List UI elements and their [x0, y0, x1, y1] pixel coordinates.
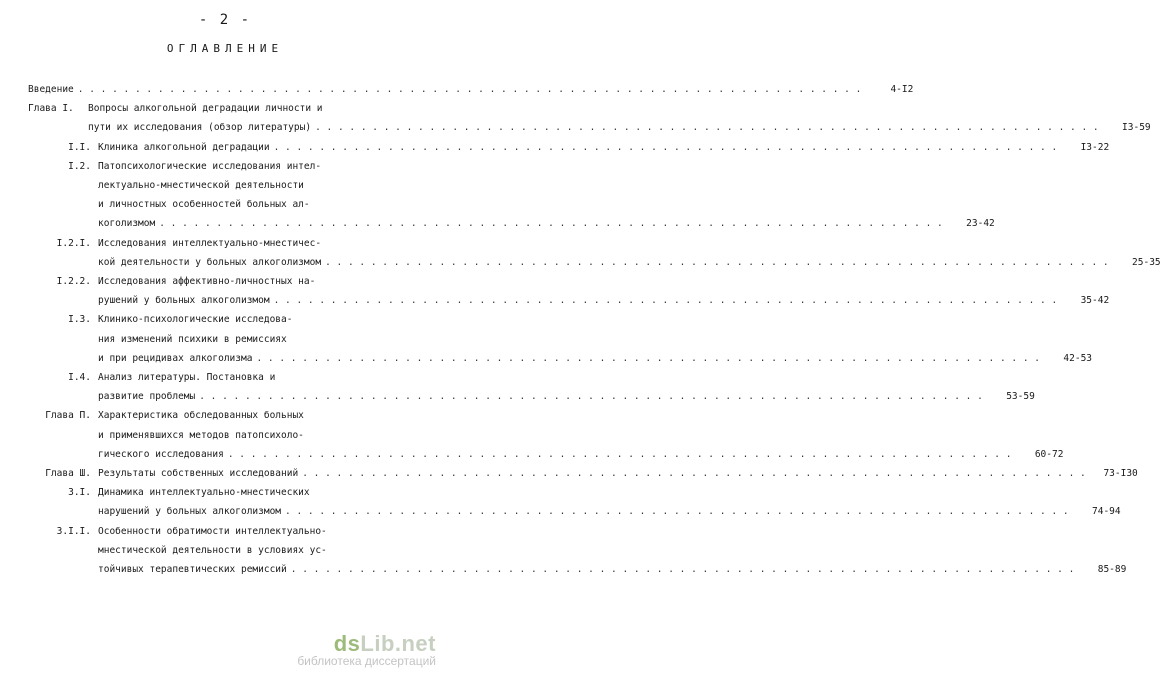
toc-entry-continuation [28, 118, 1151, 137]
toc-entry-continuation [28, 291, 1110, 310]
toc-entry-3-1-1 [28, 522, 428, 541]
leader-dots [270, 138, 1062, 157]
toc-entry-title: мнестической деятельности в условиях ус- [98, 544, 327, 556]
toc-entry-page: 74-94 [1092, 506, 1121, 518]
toc-entry-title: гического исследования [98, 448, 224, 460]
toc-entry-title: Характеристика обследованных больных [98, 410, 304, 422]
toc-entry-page: 53-59 [1006, 391, 1035, 403]
toc-entry-number: I.3. [68, 314, 91, 326]
toc-entry-title: развитие проблемы [98, 391, 196, 403]
toc-entry-continuation [28, 426, 428, 445]
toc-entry-chapter-3 [28, 464, 1138, 483]
leader-dots [195, 387, 987, 406]
toc-entry-title: Патопсихологические исследования интел- [98, 160, 322, 172]
toc-entry-chapter-2 [28, 406, 428, 425]
toc-entry-page: I3-22 [1080, 141, 1110, 153]
toc-entry-title: и личностных особенностей больных ал- [98, 199, 310, 211]
toc-entry-title: Динамика интеллектуально-мнестических [98, 487, 310, 499]
leader-dots [298, 464, 1090, 483]
toc-entry-title: Результаты собственных исследований [98, 468, 299, 480]
dslib-watermark [297, 631, 436, 668]
toc-entry-title: пути их исследования (обзор литературы) [88, 122, 312, 134]
table-of-contents [28, 80, 1161, 579]
leader-dots [74, 80, 866, 99]
toc-entry-title: Исследования интеллектуально-мнестичес- [98, 237, 322, 249]
toc-entry-page: 42-53 [1063, 352, 1093, 364]
leader-dots [224, 445, 1016, 464]
toc-entry-intro [28, 80, 914, 99]
toc-entry-number: Глава Ш. [45, 468, 91, 480]
toc-heading: ОГЛАВЛЕНИЕ [166, 42, 284, 55]
toc-entry-number: I.2.I. [56, 237, 91, 249]
toc-entry-title: Введение [28, 84, 74, 95]
leader-dots [155, 214, 947, 233]
dslib-subtitle: библиотека диссертаций [297, 654, 436, 668]
toc-entry-number: I.4. [68, 372, 91, 384]
page-number: - 2 - [198, 12, 252, 28]
toc-entry-number: 3.I. [68, 487, 91, 499]
toc-entry-title: Анализ литературы. Постановка и [98, 372, 276, 384]
toc-entry-page: 73-I30 [1103, 468, 1138, 480]
toc-entry-title: Исследования аффективно-личностных на- [98, 276, 316, 288]
toc-entry-continuation [28, 214, 995, 233]
leader-dots [281, 502, 1073, 521]
toc-entry-page: 4-I2 [890, 84, 914, 95]
toc-entry-title: Клиника алкогольной деградации [98, 141, 270, 153]
toc-entry-continuation [28, 502, 1121, 521]
dslib-logo: dsLib.net [333, 631, 436, 656]
toc-entry-continuation [28, 387, 1035, 406]
toc-entry-title: кой деятельности у больных алкоголизмом [98, 256, 322, 268]
toc-entry-number: I.2. [68, 160, 91, 172]
leader-dots [270, 291, 1062, 310]
toc-entry-title: лектуально-мнестической деятельности [98, 180, 304, 192]
toc-entry-page: 35-42 [1080, 295, 1110, 307]
toc-entry-1-2-2 [28, 272, 428, 291]
toc-entry-number: Глава I. [28, 103, 74, 115]
toc-entry-1-1 [28, 138, 1110, 157]
toc-entry-1-4 [28, 368, 428, 387]
toc-entry-number: 3.I.I. [56, 525, 91, 537]
toc-entry-1-3 [28, 310, 428, 329]
toc-entry-page: 85-89 [1097, 564, 1127, 576]
toc-entry-title: тойчивых терапевтических ремиссий [98, 564, 287, 576]
toc-entry-title: и применявшихся методов патопсихоло- [98, 429, 304, 441]
toc-entry-number: Глава П. [45, 410, 91, 422]
toc-entry-continuation [28, 176, 428, 195]
toc-entry-title: рушений у больных алкоголизмом [98, 295, 270, 307]
toc-entry-page: 60-72 [1034, 448, 1064, 460]
leader-dots [252, 349, 1044, 368]
toc-entry-page: 25-35 [1132, 256, 1161, 268]
toc-entry-1-2 [28, 157, 428, 176]
toc-entry-title: коголизмом [98, 218, 156, 230]
leader-dots [311, 118, 1103, 137]
toc-entry-title: Клинико-психологические исследова- [98, 314, 293, 326]
leader-dots [287, 560, 1079, 579]
toc-entry-title: Вопросы алкогольной деградации личности и [88, 103, 323, 115]
toc-entry-page: 23-42 [966, 218, 995, 230]
toc-entry-continuation [28, 349, 1093, 368]
toc-entry-title: Особенности обратимости интеллектуально- [98, 525, 327, 537]
toc-entry-page: I3-59 [1122, 122, 1151, 134]
toc-entry-3-1 [28, 483, 428, 502]
toc-entry-title: нарушений у больных алкоголизмом [98, 506, 282, 518]
toc-entry-number: I.I. [68, 141, 91, 153]
toc-entry-continuation [28, 541, 428, 560]
toc-entry-continuation [28, 330, 428, 349]
leader-dots [321, 253, 1113, 272]
toc-entry-title: и при рецидивах алкоголизма [98, 352, 253, 364]
toc-entry-1-2-1 [28, 234, 428, 253]
toc-entry-chapter-1 [28, 99, 428, 118]
toc-entry-continuation [28, 445, 1064, 464]
toc-entry-number: I.2.2. [56, 276, 91, 288]
toc-entry-continuation [28, 560, 1127, 579]
toc-entry-continuation [28, 195, 428, 214]
toc-entry-title: ния изменений психики в ремиссиях [98, 333, 287, 345]
toc-entry-continuation [28, 253, 1161, 272]
